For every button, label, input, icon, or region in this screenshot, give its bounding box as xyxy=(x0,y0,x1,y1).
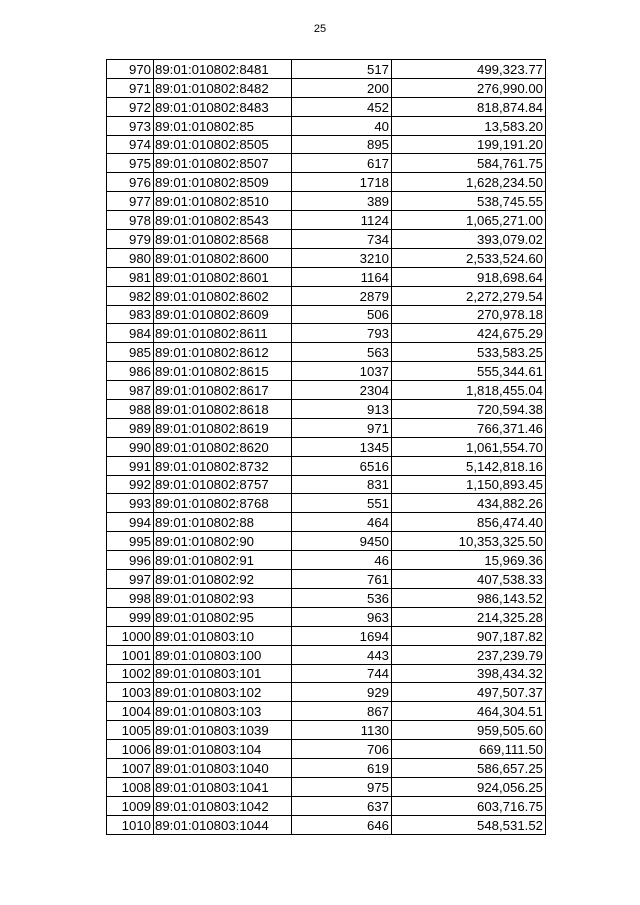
row-number-cell: 1009 xyxy=(107,796,154,815)
row-number-cell: 970 xyxy=(107,60,154,79)
cadastral-number-cell: 89:01:010803:1039 xyxy=(154,721,292,740)
area-cell: 1345 xyxy=(292,437,392,456)
cadastral-number-cell: 89:01:010802:85 xyxy=(154,116,292,135)
table-row xyxy=(107,815,546,834)
table-row xyxy=(107,116,546,135)
area-cell: 40 xyxy=(292,116,392,135)
table-row xyxy=(107,532,546,551)
cadastral-value-cell: 924,056.25 xyxy=(392,777,546,796)
cadastral-value-cell: 986,143.52 xyxy=(392,588,546,607)
area-cell: 963 xyxy=(292,607,392,626)
cadastral-value-cell: 856,474.40 xyxy=(392,513,546,532)
table-row xyxy=(107,777,546,796)
row-number-cell: 973 xyxy=(107,116,154,135)
table-row xyxy=(107,343,546,362)
table-row xyxy=(107,97,546,116)
row-number-cell: 1005 xyxy=(107,721,154,740)
area-cell: 646 xyxy=(292,815,392,834)
cadastral-value-cell: 276,990.00 xyxy=(392,78,546,97)
row-number-cell: 991 xyxy=(107,456,154,475)
row-number-cell: 1004 xyxy=(107,702,154,721)
row-number-cell: 987 xyxy=(107,381,154,400)
cadastral-number-cell: 89:01:010802:8768 xyxy=(154,494,292,513)
area-cell: 971 xyxy=(292,418,392,437)
cadastral-value-cell: 907,187.82 xyxy=(392,626,546,645)
area-cell: 895 xyxy=(292,135,392,154)
cadastral-number-cell: 89:01:010803:1044 xyxy=(154,815,292,834)
row-number-cell: 1007 xyxy=(107,758,154,777)
cadastral-value-cell: 5,142,818.16 xyxy=(392,456,546,475)
area-cell: 536 xyxy=(292,588,392,607)
cadastral-number-cell: 89:01:010802:8602 xyxy=(154,286,292,305)
area-cell: 619 xyxy=(292,758,392,777)
area-cell: 1718 xyxy=(292,173,392,192)
cadastral-number-cell: 89:01:010802:8611 xyxy=(154,324,292,343)
area-cell: 563 xyxy=(292,343,392,362)
area-cell: 200 xyxy=(292,78,392,97)
cadastral-value-cell: 1,061,554.70 xyxy=(392,437,546,456)
area-cell: 452 xyxy=(292,97,392,116)
row-number-cell: 998 xyxy=(107,588,154,607)
cadastral-number-cell: 89:01:010802:90 xyxy=(154,532,292,551)
area-cell: 46 xyxy=(292,551,392,570)
area-cell: 975 xyxy=(292,777,392,796)
row-number-cell: 986 xyxy=(107,362,154,381)
cadastral-number-cell: 89:01:010803:1041 xyxy=(154,777,292,796)
row-number-cell: 979 xyxy=(107,230,154,249)
row-number-cell: 971 xyxy=(107,78,154,97)
cadastral-value-cell: 720,594.38 xyxy=(392,400,546,419)
cadastral-value-cell: 1,818,455.04 xyxy=(392,381,546,400)
area-cell: 831 xyxy=(292,475,392,494)
table-row xyxy=(107,740,546,759)
row-number-cell: 977 xyxy=(107,192,154,211)
area-cell: 1037 xyxy=(292,362,392,381)
table-body xyxy=(107,60,546,835)
area-cell: 744 xyxy=(292,664,392,683)
row-number-cell: 1010 xyxy=(107,815,154,834)
table-row xyxy=(107,570,546,589)
table-row xyxy=(107,721,546,740)
cadastral-value-cell: 199,191.20 xyxy=(392,135,546,154)
cadastral-value-cell: 15,969.36 xyxy=(392,551,546,570)
table-row xyxy=(107,230,546,249)
table-row xyxy=(107,286,546,305)
row-number-cell: 989 xyxy=(107,418,154,437)
row-number-cell: 984 xyxy=(107,324,154,343)
table-row xyxy=(107,267,546,286)
row-number-cell: 978 xyxy=(107,211,154,230)
area-cell: 761 xyxy=(292,570,392,589)
table-row xyxy=(107,362,546,381)
area-cell: 506 xyxy=(292,305,392,324)
table-row xyxy=(107,154,546,173)
cadastral-number-cell: 89:01:010802:8732 xyxy=(154,456,292,475)
cadastral-number-cell: 89:01:010803:104 xyxy=(154,740,292,759)
table-row xyxy=(107,456,546,475)
row-number-cell: 982 xyxy=(107,286,154,305)
table-row xyxy=(107,305,546,324)
row-number-cell: 985 xyxy=(107,343,154,362)
area-cell: 389 xyxy=(292,192,392,211)
cadastral-value-cell: 818,874.84 xyxy=(392,97,546,116)
cadastral-value-cell: 407,538.33 xyxy=(392,570,546,589)
area-cell: 706 xyxy=(292,740,392,759)
cadastral-value-cell: 766,371.46 xyxy=(392,418,546,437)
cadastral-number-cell: 89:01:010802:8620 xyxy=(154,437,292,456)
cadastral-number-cell: 89:01:010802:8618 xyxy=(154,400,292,419)
row-number-cell: 981 xyxy=(107,267,154,286)
table-row xyxy=(107,173,546,192)
table-row xyxy=(107,513,546,532)
table-row xyxy=(107,60,546,79)
row-number-cell: 1000 xyxy=(107,626,154,645)
cadastral-number-cell: 89:01:010802:8483 xyxy=(154,97,292,116)
area-cell: 637 xyxy=(292,796,392,815)
table-row xyxy=(107,324,546,343)
cadastral-number-cell: 89:01:010802:8619 xyxy=(154,418,292,437)
row-number-cell: 988 xyxy=(107,400,154,419)
table-row xyxy=(107,400,546,419)
area-cell: 867 xyxy=(292,702,392,721)
area-cell: 617 xyxy=(292,154,392,173)
cadastral-number-cell: 89:01:010802:8482 xyxy=(154,78,292,97)
row-number-cell: 1003 xyxy=(107,683,154,702)
page-number: 25 xyxy=(313,23,327,35)
table-row xyxy=(107,78,546,97)
area-cell: 9450 xyxy=(292,532,392,551)
row-number-cell: 992 xyxy=(107,475,154,494)
row-number-cell: 974 xyxy=(107,135,154,154)
table-row xyxy=(107,551,546,570)
row-number-cell: 980 xyxy=(107,248,154,267)
row-number-cell: 997 xyxy=(107,570,154,589)
cadastral-number-cell: 89:01:010803:102 xyxy=(154,683,292,702)
cadastral-value-cell: 959,505.60 xyxy=(392,721,546,740)
cadastral-number-cell: 89:01:010802:8609 xyxy=(154,305,292,324)
row-number-cell: 975 xyxy=(107,154,154,173)
cadastral-number-cell: 89:01:010802:8505 xyxy=(154,135,292,154)
cadastral-value-cell: 214,325.28 xyxy=(392,607,546,626)
area-cell: 929 xyxy=(292,683,392,702)
cadastral-value-cell: 393,079.02 xyxy=(392,230,546,249)
row-number-cell: 983 xyxy=(107,305,154,324)
cadastral-value-cell: 464,304.51 xyxy=(392,702,546,721)
cadastral-number-cell: 89:01:010802:8510 xyxy=(154,192,292,211)
table-row xyxy=(107,702,546,721)
cadastral-number-cell: 89:01:010802:93 xyxy=(154,588,292,607)
area-cell: 2304 xyxy=(292,381,392,400)
area-cell: 464 xyxy=(292,513,392,532)
cadastral-value-cell: 1,628,234.50 xyxy=(392,173,546,192)
area-cell: 517 xyxy=(292,60,392,79)
area-cell: 3210 xyxy=(292,248,392,267)
table-row xyxy=(107,494,546,513)
cadastral-value-cell: 586,657.25 xyxy=(392,758,546,777)
cadastral-number-cell: 89:01:010803:1042 xyxy=(154,796,292,815)
cadastral-number-cell: 89:01:010803:1040 xyxy=(154,758,292,777)
area-cell: 1124 xyxy=(292,211,392,230)
cadastral-value-table xyxy=(106,59,546,835)
area-cell: 913 xyxy=(292,400,392,419)
row-number-cell: 1008 xyxy=(107,777,154,796)
cadastral-number-cell: 89:01:010802:8509 xyxy=(154,173,292,192)
cadastral-number-cell: 89:01:010802:8615 xyxy=(154,362,292,381)
cadastral-number-cell: 89:01:010802:88 xyxy=(154,513,292,532)
row-number-cell: 972 xyxy=(107,97,154,116)
cadastral-value-cell: 2,272,279.54 xyxy=(392,286,546,305)
table-row xyxy=(107,437,546,456)
row-number-cell: 999 xyxy=(107,607,154,626)
cadastral-value-cell: 10,353,325.50 xyxy=(392,532,546,551)
row-number-cell: 1001 xyxy=(107,645,154,664)
cadastral-value-cell: 1,150,893.45 xyxy=(392,475,546,494)
table-row xyxy=(107,664,546,683)
cadastral-value-cell: 237,239.79 xyxy=(392,645,546,664)
area-cell: 1164 xyxy=(292,267,392,286)
area-cell: 1694 xyxy=(292,626,392,645)
table-row xyxy=(107,796,546,815)
table-row xyxy=(107,381,546,400)
cadastral-value-cell: 497,507.37 xyxy=(392,683,546,702)
area-cell: 443 xyxy=(292,645,392,664)
row-number-cell: 993 xyxy=(107,494,154,513)
cadastral-number-cell: 89:01:010803:101 xyxy=(154,664,292,683)
table-row xyxy=(107,418,546,437)
cadastral-value-cell: 584,761.75 xyxy=(392,154,546,173)
cadastral-number-cell: 89:01:010802:8568 xyxy=(154,230,292,249)
cadastral-number-cell: 89:01:010803:10 xyxy=(154,626,292,645)
cadastral-number-cell: 89:01:010803:103 xyxy=(154,702,292,721)
row-number-cell: 976 xyxy=(107,173,154,192)
row-number-cell: 1006 xyxy=(107,740,154,759)
table-row xyxy=(107,758,546,777)
cadastral-value-cell: 398,434.32 xyxy=(392,664,546,683)
table-row xyxy=(107,645,546,664)
table-row xyxy=(107,248,546,267)
cadastral-number-cell: 89:01:010802:8601 xyxy=(154,267,292,286)
cadastral-value-cell: 669,111.50 xyxy=(392,740,546,759)
cadastral-number-cell: 89:01:010803:100 xyxy=(154,645,292,664)
cadastral-number-cell: 89:01:010802:91 xyxy=(154,551,292,570)
table-row xyxy=(107,626,546,645)
table-row xyxy=(107,683,546,702)
row-number-cell: 990 xyxy=(107,437,154,456)
area-cell: 2879 xyxy=(292,286,392,305)
table-row xyxy=(107,135,546,154)
cadastral-number-cell: 89:01:010802:8481 xyxy=(154,60,292,79)
cadastral-value-cell: 270,978.18 xyxy=(392,305,546,324)
cadastral-value-cell: 548,531.52 xyxy=(392,815,546,834)
cadastral-number-cell: 89:01:010802:8543 xyxy=(154,211,292,230)
area-cell: 6516 xyxy=(292,456,392,475)
cadastral-number-cell: 89:01:010802:8612 xyxy=(154,343,292,362)
area-cell: 734 xyxy=(292,230,392,249)
cadastral-number-cell: 89:01:010802:95 xyxy=(154,607,292,626)
cadastral-value-cell: 555,344.61 xyxy=(392,362,546,381)
table-row xyxy=(107,211,546,230)
cadastral-number-cell: 89:01:010802:8507 xyxy=(154,154,292,173)
table-row xyxy=(107,588,546,607)
area-cell: 1130 xyxy=(292,721,392,740)
cadastral-value-cell: 424,675.29 xyxy=(392,324,546,343)
cadastral-number-cell: 89:01:010802:8600 xyxy=(154,248,292,267)
cadastral-number-cell: 89:01:010802:92 xyxy=(154,570,292,589)
cadastral-value-cell: 434,882.26 xyxy=(392,494,546,513)
cadastral-value-cell: 2,533,524.60 xyxy=(392,248,546,267)
row-number-cell: 995 xyxy=(107,532,154,551)
area-cell: 793 xyxy=(292,324,392,343)
cadastral-value-cell: 499,323.77 xyxy=(392,60,546,79)
cadastral-value-cell: 533,583.25 xyxy=(392,343,546,362)
row-number-cell: 996 xyxy=(107,551,154,570)
cadastral-value-cell: 603,716.75 xyxy=(392,796,546,815)
table-row xyxy=(107,607,546,626)
table-row xyxy=(107,475,546,494)
table-row xyxy=(107,192,546,211)
row-number-cell: 1002 xyxy=(107,664,154,683)
cadastral-value-cell: 1,065,271.00 xyxy=(392,211,546,230)
cadastral-number-cell: 89:01:010802:8617 xyxy=(154,381,292,400)
row-number-cell: 994 xyxy=(107,513,154,532)
cadastral-value-cell: 918,698.64 xyxy=(392,267,546,286)
cadastral-value-cell: 13,583.20 xyxy=(392,116,546,135)
area-cell: 551 xyxy=(292,494,392,513)
cadastral-value-cell: 538,745.55 xyxy=(392,192,546,211)
cadastral-number-cell: 89:01:010802:8757 xyxy=(154,475,292,494)
